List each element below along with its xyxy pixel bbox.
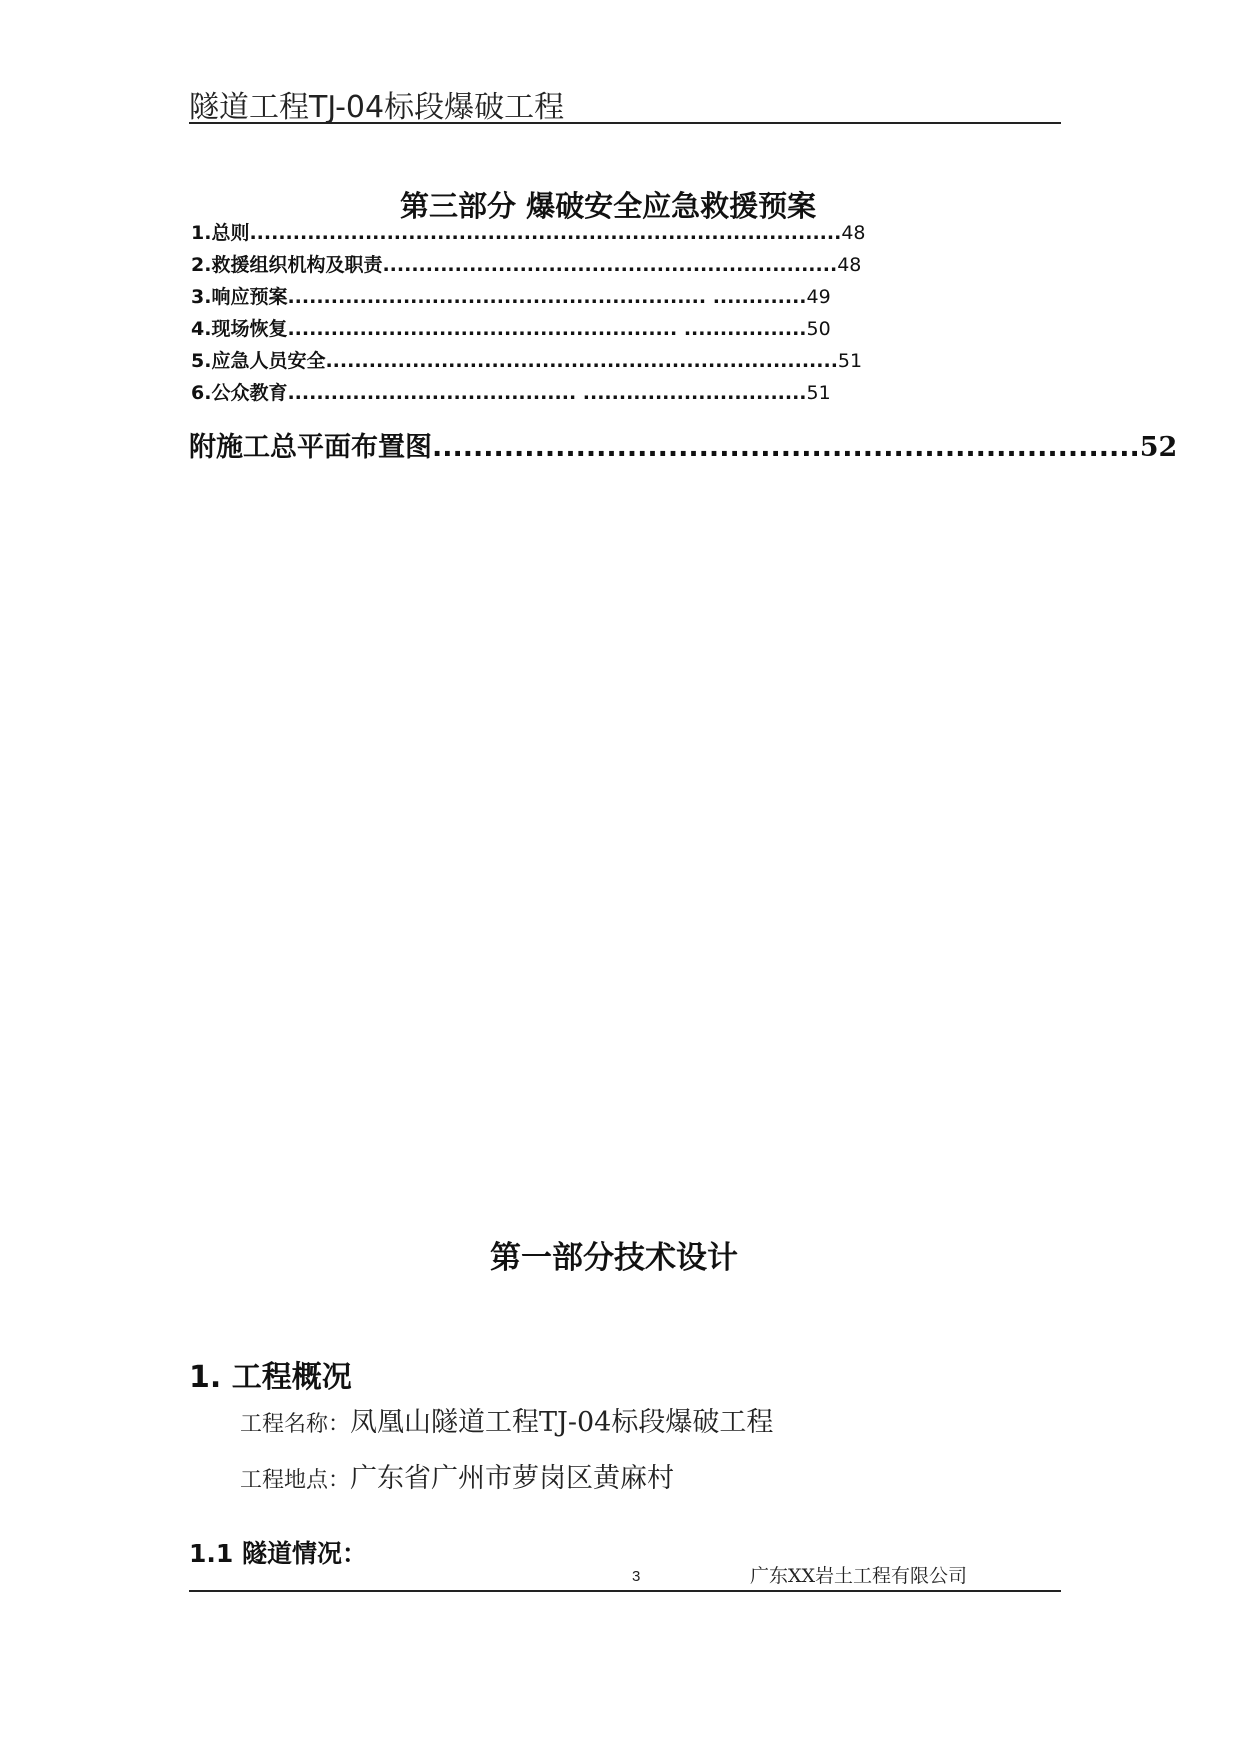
toc-leader-dots: ...................................................... ................. [287, 318, 807, 340]
field-value: 凤凰山隧道工程TJ-04标段爆破工程 [350, 1407, 774, 1438]
field-label: 工程名称： [240, 1412, 351, 1437]
toc-entry[interactable] [191, 224, 866, 243]
toc-entry-page: 51 [806, 382, 831, 404]
toc-entry-page: 48 [837, 254, 862, 276]
toc-entry-page: 49 [806, 286, 831, 308]
toc-entry[interactable] [191, 320, 831, 339]
toc-entry-page: 52 [1139, 432, 1178, 463]
toc-appendix-entry[interactable] [189, 434, 1177, 461]
toc-entry-label: 附施工总平面布置图 [189, 432, 432, 463]
toc-entry-page: 48 [841, 222, 866, 244]
toc-leader-dots: ........................................ ............................... [287, 382, 807, 404]
toc-leader-dots: .................................................................................. [249, 222, 842, 244]
header-divider [189, 122, 1061, 124]
toc-entry-label: 4.现场恢复 [191, 318, 288, 340]
toc-entry[interactable] [191, 288, 831, 307]
toc-entry-page: 50 [806, 318, 831, 340]
toc-entry[interactable] [191, 384, 831, 403]
toc-entry[interactable] [191, 352, 862, 371]
project-name-line [240, 1400, 773, 1439]
footer-company: 广东XX岩土工程有限公司 [750, 1565, 968, 1587]
toc-entry[interactable] [191, 256, 861, 275]
header-title: 隧道工程TJ-04标段爆破工程 [189, 90, 565, 125]
toc-leader-dots: ............................................................... [382, 254, 838, 276]
toc-leader-dots: .......................................................... ............. [287, 286, 807, 308]
toc-entry-label: 5.应急人员安全 [191, 350, 326, 372]
project-location-line [240, 1456, 674, 1495]
toc-entry-page: 51 [837, 350, 863, 372]
field-label: 工程地点： [240, 1468, 351, 1493]
toc-entry-label: 3.响应预案 [191, 286, 288, 308]
toc-part-title: 第三部分 爆破安全应急救援预案 [400, 189, 817, 223]
field-value: 广东省广州市萝岗区黄麻村 [350, 1463, 675, 1494]
page-number: 3 [632, 1568, 641, 1585]
part-title: 第一部分技术设计 [490, 1240, 738, 1276]
toc-leader-dots: ..................................................................... [432, 432, 1140, 463]
toc-entry-label: 6.公众教育 [191, 382, 288, 404]
toc-entry-label: 1.总则 [191, 222, 250, 244]
subsection-heading: 1.1 隧道情况： [189, 1539, 367, 1568]
footer-divider [189, 1590, 1061, 1592]
toc-leader-dots: ....................................................................... [325, 350, 838, 372]
toc-entry-label: 2.救援组织机构及职责 [191, 254, 383, 276]
section-heading: 1. 工程概况 [189, 1360, 352, 1395]
